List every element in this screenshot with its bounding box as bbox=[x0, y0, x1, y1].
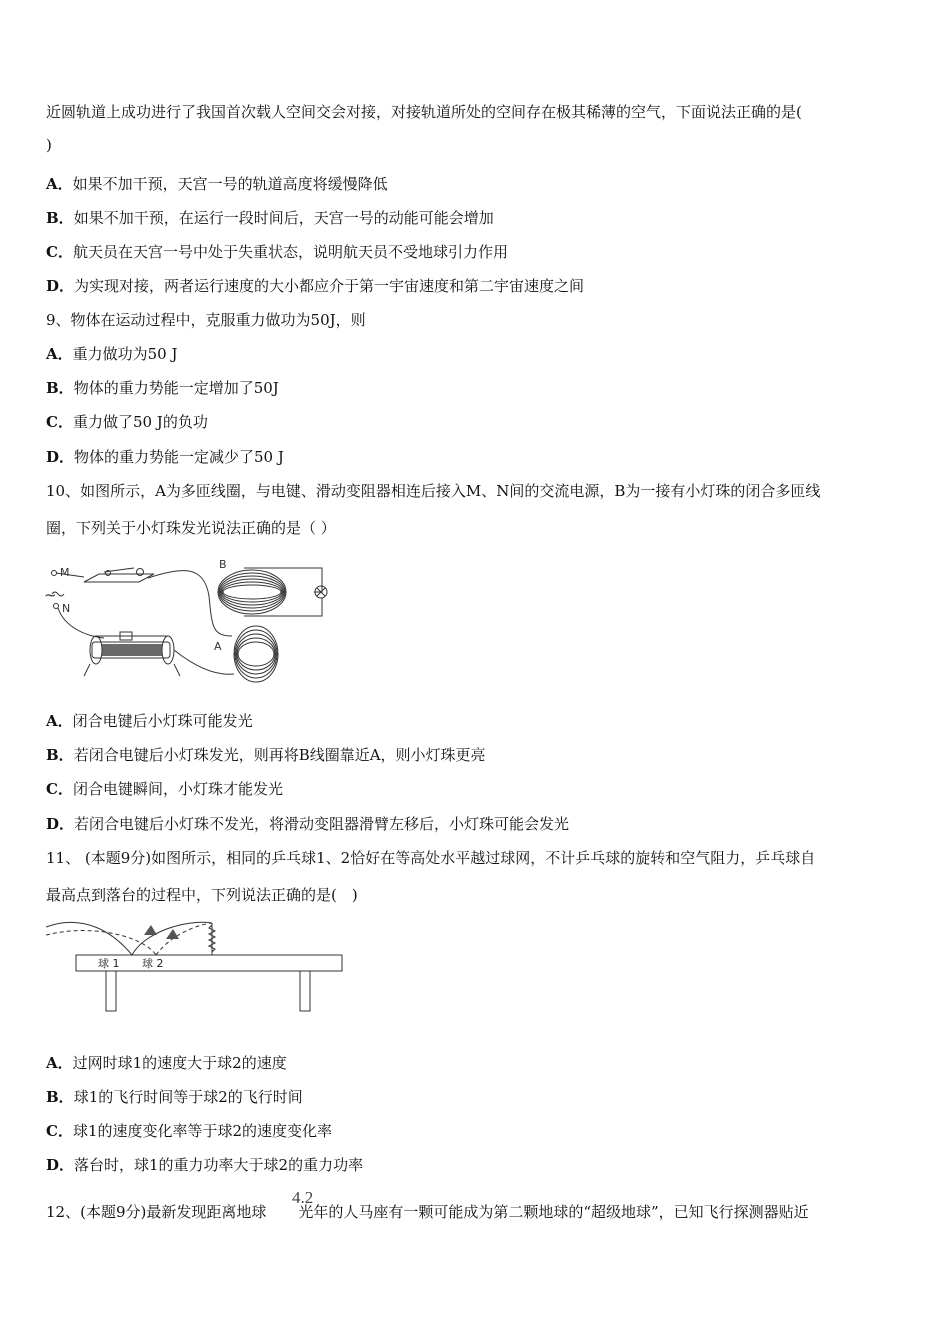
q9-stem: 9、物体在运动过程中，克服重力做功为50J，则 bbox=[46, 311, 366, 329]
label-n: N bbox=[62, 602, 71, 615]
net-spring bbox=[209, 925, 215, 952]
coil-turn bbox=[221, 579, 283, 605]
coil-turn bbox=[236, 634, 276, 674]
q8-option-d bbox=[46, 276, 584, 296]
switch-blade bbox=[104, 568, 134, 572]
option-text: 闭合电键后小灯珠可能发光 bbox=[72, 712, 253, 730]
option-text: 为实现对接，两者运行速度的大小都应介于第一宇宙速度和第二宇宙速度之间 bbox=[74, 277, 585, 295]
option-text: 如果不加干预，在运行一段时间后，天宫一号的动能可能会增加 bbox=[73, 209, 494, 227]
q10-option-d bbox=[46, 814, 569, 834]
ball-2-arrow-icon bbox=[166, 929, 179, 939]
ball-2-trajectory bbox=[46, 931, 156, 955]
option-text: 球1的飞行时间等于球2的飞行时间 bbox=[73, 1088, 303, 1106]
ball-2-path-dashed bbox=[156, 923, 212, 955]
option-text: 闭合电键瞬间，小灯珠才能发光 bbox=[72, 780, 283, 798]
label-m: M bbox=[60, 566, 70, 579]
q11-option-b bbox=[46, 1087, 303, 1107]
option-letter: C． bbox=[46, 413, 73, 431]
option-letter: B． bbox=[46, 379, 74, 397]
coil-circuit-figure bbox=[44, 556, 334, 692]
q12-stem bbox=[46, 1202, 809, 1222]
q8-stem-line1: 近圆轨道上成功进行了我国首次载人空间交会对接，对接轨道所处的空间存在极其稀薄的空气，下面说法正确的是( bbox=[46, 103, 802, 121]
option-letter: A． bbox=[46, 1054, 73, 1072]
coil-b bbox=[218, 570, 286, 614]
q9-option-a bbox=[46, 344, 178, 364]
option-letter: A． bbox=[46, 175, 73, 193]
rheostat-winding bbox=[102, 644, 162, 656]
option-text: 航天员在天宫一号中处于失重状态，说明航天员不受地球引力作用 bbox=[72, 243, 508, 261]
ball-1-arrow-icon bbox=[144, 925, 157, 935]
option-text: 若闭合电键后小灯珠不发光，将滑动变阻器滑臂左移后，小灯珠可能会发光 bbox=[74, 815, 570, 833]
option-letter: A． bbox=[46, 345, 73, 363]
option-letter: B． bbox=[46, 1088, 74, 1106]
q9-option-b bbox=[46, 378, 279, 398]
rheostat-leg bbox=[84, 664, 90, 676]
option-letter: C． bbox=[46, 243, 73, 261]
q10-option-a bbox=[46, 711, 253, 731]
q11-option-a bbox=[46, 1053, 287, 1073]
ball-1-trajectory bbox=[46, 922, 132, 955]
coil-turn bbox=[238, 642, 274, 666]
rheostat-leg bbox=[174, 664, 180, 676]
option-text: 过网时球1的速度大于球2的速度 bbox=[72, 1054, 287, 1072]
label-ball-1: 球 1 bbox=[98, 957, 120, 970]
q10-option-b bbox=[46, 745, 486, 765]
wire bbox=[148, 571, 232, 636]
coil-a bbox=[234, 626, 278, 682]
wire bbox=[174, 650, 234, 674]
option-text: 球1的速度变化率等于球2的速度变化率 bbox=[72, 1122, 333, 1140]
table-leg-left bbox=[106, 971, 116, 1011]
label-b: B bbox=[219, 558, 227, 571]
q10-stem-line2: 圈，下列关于小灯珠发光说法正确的是（ ） bbox=[46, 519, 336, 537]
q8-option-b bbox=[46, 208, 494, 228]
coil-turn bbox=[218, 570, 286, 614]
option-letter: A． bbox=[46, 712, 73, 730]
q11-option-c bbox=[46, 1121, 332, 1141]
option-letter: C． bbox=[46, 780, 73, 798]
q8-stem-line2: ) bbox=[46, 136, 52, 154]
switch-base bbox=[84, 574, 154, 582]
label-a: A bbox=[214, 640, 222, 653]
option-text: 如果不加干预，天宫一号的轨道高度将缓慢降低 bbox=[72, 175, 388, 193]
q11-stem-line1: 11、 (本题9分)如图所示，相同的乒乓球1、2恰好在等高处水平越过球网，不计乒乓球的旋转和空气阻力，乒乓球自 bbox=[46, 849, 816, 867]
option-text: 物体的重力势能一定减少了50 J bbox=[74, 448, 284, 466]
option-text: 物体的重力势能一定增加了50J bbox=[73, 379, 279, 397]
coil-turn bbox=[223, 585, 281, 599]
option-letter: D． bbox=[46, 815, 75, 833]
q12-stem-start: 12、(本题9分)最新发现距离地球 bbox=[46, 1203, 267, 1221]
q9-option-d bbox=[46, 447, 284, 467]
option-letter: D． bbox=[46, 1156, 75, 1174]
coil-turn bbox=[220, 576, 284, 608]
q9-option-c bbox=[46, 412, 208, 432]
label-ac: ~ bbox=[44, 586, 57, 604]
option-text: 若闭合电键后小灯珠发光，则再将B线圈靠近A，则小灯珠更亮 bbox=[73, 746, 486, 764]
q10-stem-line1: 10、如图所示，A为多匝线圈，与电键、滑动变阻器相连后接入M、N间的交流电源，B为一接有小灯珠的闭合多匝线 bbox=[46, 482, 821, 500]
q10-option-c bbox=[46, 779, 283, 799]
option-letter: B． bbox=[46, 746, 74, 764]
q11-stem-line2: 最高点到落台的过程中，下列说法正确的是( ) bbox=[46, 886, 358, 904]
q8-option-c bbox=[46, 242, 508, 262]
coil-turn bbox=[237, 638, 275, 670]
q11-option-d bbox=[46, 1155, 363, 1175]
option-letter: D． bbox=[46, 277, 75, 295]
table-leg-right bbox=[300, 971, 310, 1011]
option-text: 重力做了50 J的负功 bbox=[72, 413, 208, 431]
rheostat-end-right bbox=[162, 636, 174, 664]
coil-turn bbox=[235, 630, 277, 678]
option-text: 落台时，球1的重力功率大于球2的重力功率 bbox=[74, 1156, 364, 1174]
option-letter: D． bbox=[46, 448, 75, 466]
q8-option-a bbox=[46, 174, 388, 194]
option-letter: C． bbox=[46, 1122, 73, 1140]
terminal-m bbox=[52, 571, 57, 576]
q12-stem-end: 光年的人马座有一颗可能成为第二颗地球的“超级地球”，已知飞行探测器贴近 bbox=[298, 1203, 809, 1221]
option-letter: B． bbox=[46, 209, 74, 227]
label-ball-2: 球 2 bbox=[142, 957, 164, 970]
option-text: 重力做功为50 J bbox=[72, 345, 178, 363]
terminal-n bbox=[54, 604, 59, 609]
q12-distance-value: 4.2 bbox=[292, 1188, 314, 1207]
ping-pong-figure bbox=[44, 915, 344, 1015]
